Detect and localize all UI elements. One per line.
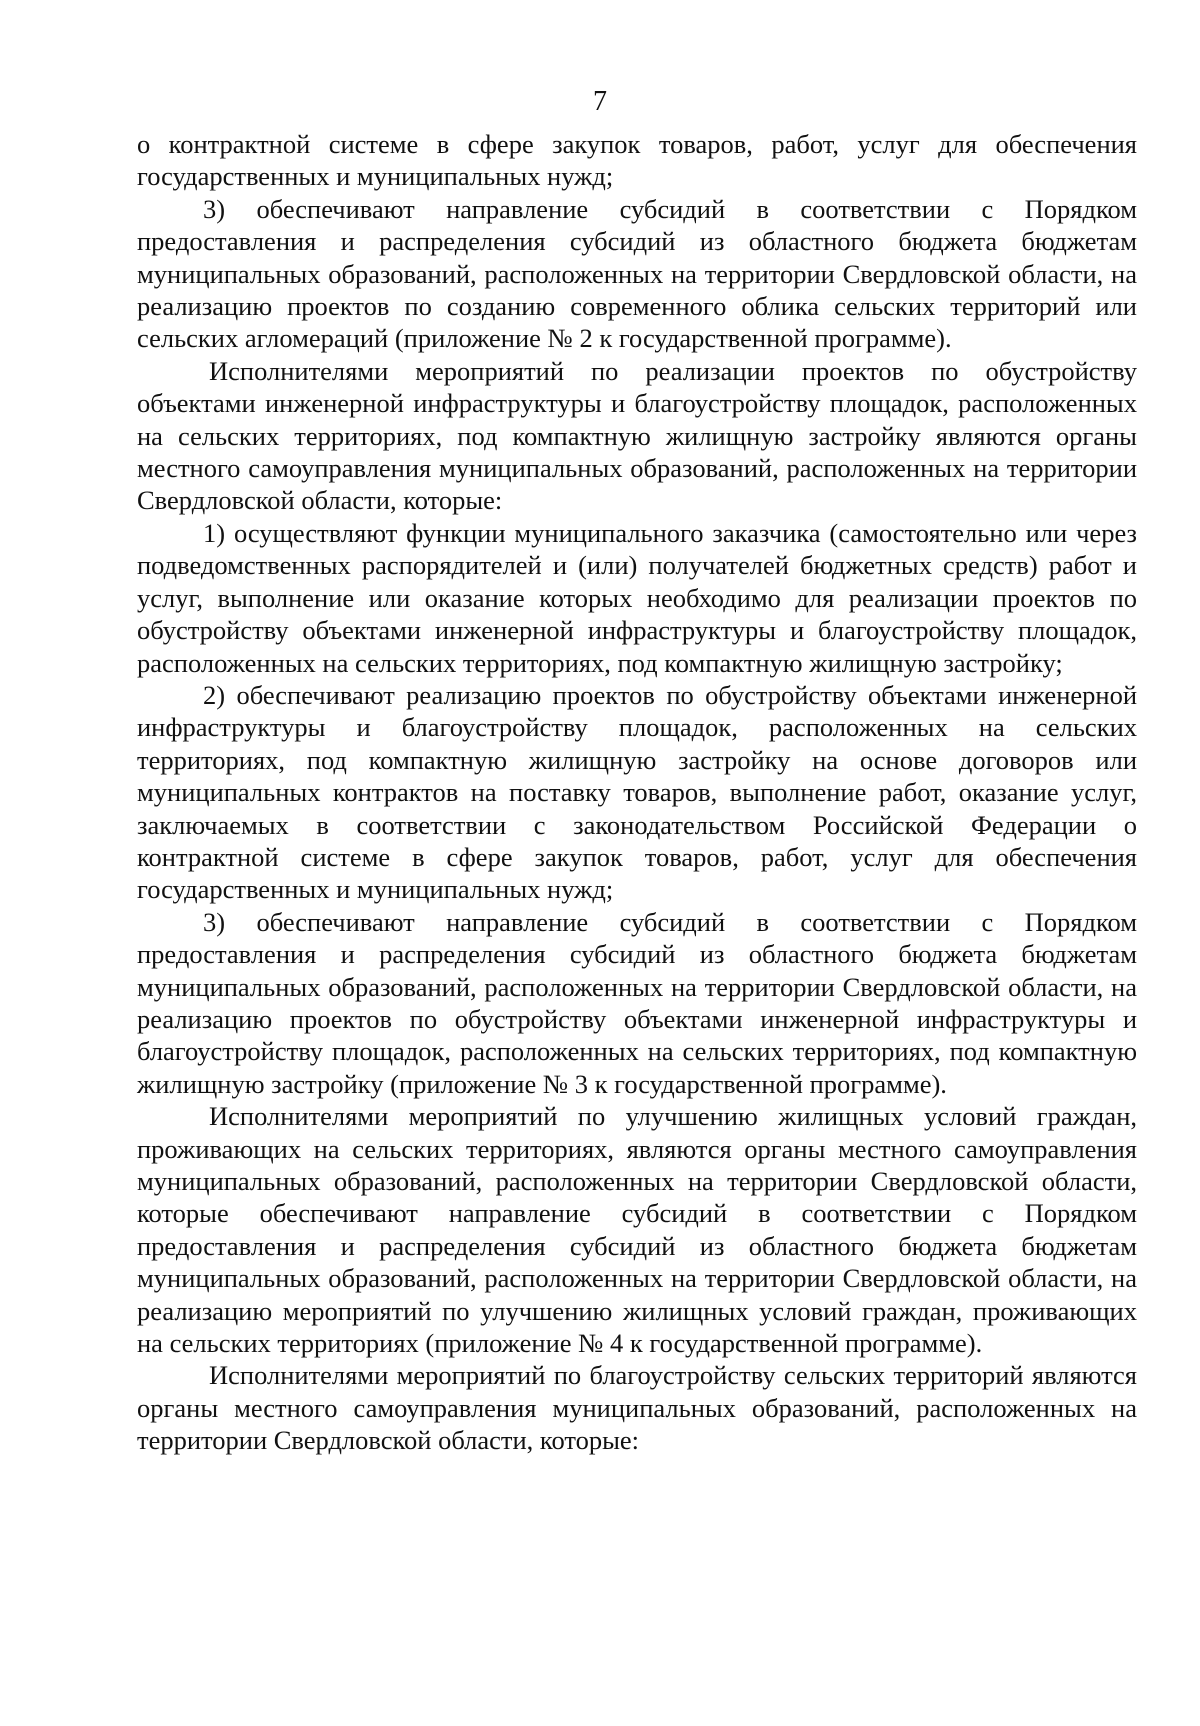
paragraph: 3) обеспечивают направление субсидий в соответствии с Порядком предоставления и распределения субсидий из областного бюджета бюджетам муниципальных образований, расположенных на территории Свердловской области, на реализацию проектов по обустройству объектами инженерной инфраструктуры и благоустройству площадок, расположенных на сельских территориях, под компактную жилищную застройку (приложение № 3 к государственной программе). <box>137 906 1137 1099</box>
document-body <box>137 128 1137 1457</box>
paragraph: 1) осуществляют функции муниципального заказчика (самостоятельно или через подведомственных распорядителей и (или) получателей бюджетных средств) работ и услуг, выполнение или оказание которых необходимо для реализации проектов по обустройству объектами инженерной инфраструктуры и благоустройству площадок, расположенных на сельских территориях, под компактную жилищную застройку; <box>137 517 1137 678</box>
paragraph: Исполнителями мероприятий по улучшению жилищных условий граждан, проживающих на сельских территориях, являются органы местного самоуправления муниципальных образований, расположенных на территории Свердловской области, которые обеспечивают направление субсидий в соответствии с Порядком предоставления и распределения субсидий из областного бюджета бюджетам муниципальных образований, расположенных на территории Свердловской области, на реализацию мероприятий по улучшению жилищных условий граждан, проживающих на сельских территориях (приложение № 4 к государственной программе). <box>137 1101 1137 1359</box>
paragraph: 2) обеспечивают реализацию проектов по обустройству объектами инженерной инфраструктуры и благоустройству площадок, расположенных на сельских территориях, под компактную жилищную застройку на основе договоров или муниципальных контрактов на поставку товаров, выполнение работ, оказание услуг, заключаемых в соответствии с законодательством Российской Федерации о контрактной системе в сфере закупок товаров, работ, услуг для обеспечения государственных и муниципальных нужд; <box>137 679 1137 905</box>
paragraph: о контрактной системе в сфере закупок товаров, работ, услуг для обеспечения государственных и муниципальных нужд; <box>137 129 1137 192</box>
paragraph: Исполнителями мероприятий по реализации проектов по обустройству объектами инженерной инфраструктуры и благоустройству площадок, расположенных на сельских территориях, под компактную жилищную застройку являются органы местного самоуправления муниципальных образований, расположенных на территории Свердловской области, которые: <box>137 355 1137 516</box>
page-number: 7 <box>593 86 607 117</box>
paragraph: Исполнителями мероприятий по благоустройству сельских территорий являются органы местного самоуправления муниципальных образований, расположенных на территории Свердловской области, которые: <box>137 1360 1137 1456</box>
paragraph: 3) обеспечивают направление субсидий в соответствии с Порядком предоставления и распределения субсидий из областного бюджета бюджетам муниципальных образований, расположенных на территории Свердловской области, на реализацию проектов по созданию современного облика сельских территорий или сельских агломераций (приложение № 2 к государственной программе). <box>137 193 1137 354</box>
